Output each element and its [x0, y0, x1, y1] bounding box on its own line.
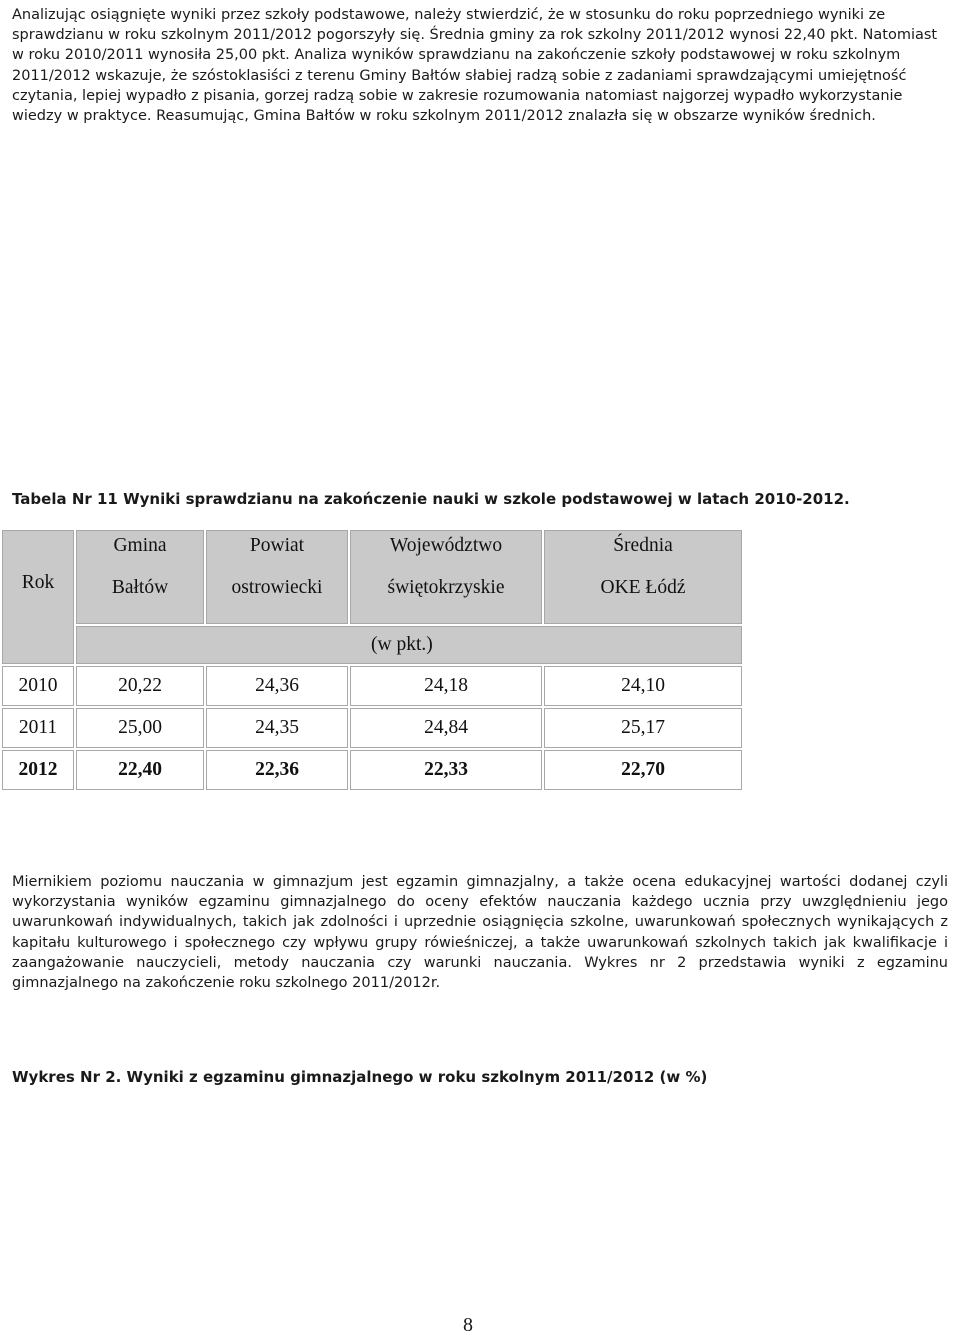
- header-rok-label: Rok: [21, 572, 55, 593]
- cell-srednia: 25,17: [544, 708, 742, 748]
- table-row: [2, 708, 742, 748]
- header-powiat: [206, 530, 348, 624]
- cell-wojewodztwo: 24,18: [350, 666, 542, 706]
- table-header-row: [2, 530, 742, 624]
- table-row: [2, 666, 742, 706]
- cell-gmina: 20,22: [76, 666, 204, 706]
- header-powiat-line2: ostrowiecki: [231, 577, 323, 598]
- header-srednia-line2: OKE Łódź: [600, 577, 686, 598]
- cell-wojewodztwo: 24,84: [350, 708, 542, 748]
- header-rok: [2, 530, 74, 664]
- cell-gmina: 22,40: [76, 750, 204, 790]
- results-table: [0, 528, 744, 792]
- cell-wojewodztwo: 22,33: [350, 750, 542, 790]
- cell-year: 2011: [2, 708, 74, 748]
- cell-powiat: 22,36: [206, 750, 348, 790]
- table-row: [2, 750, 742, 790]
- header-woj-line2: świętokrzyskie: [387, 577, 505, 598]
- header-srednia: [544, 530, 742, 624]
- header-srednia-line1: Średnia: [613, 535, 673, 556]
- second-paragraph: Miernikiem poziomu nauczania w gimnazjum jest egzamin gimnazjalny, a także ocena edukacyjnej wartości dodanej czyli wykorzystania wyników egzaminu gimnazjalnego do oceny efektów nauczania każdego ucznia przy uwzględnieniu jego uwarunkowań indywidualnych, takich jak zdolności i uprzednie osiągnięcia szkolne, uwarunkowań społecznych wynikających z kapitału kulturowego i społecznego czy wpływu grupy rówieśniczej, a także uwarunkowań szkolnych takich jak kwalifikacje i zaangażowanie nauczycieli, metody nauczania czy warunki nauczania. Wykres nr 2 przedstawia wyniki z egzaminu gimnazjalnego na zakończenie roku szkolnego 2011/2012r.: [12, 874, 948, 992]
- header-powiat-line1: Powiat: [249, 535, 305, 556]
- header-gmina-line1: Gmina: [113, 535, 167, 556]
- cell-srednia: 22,70: [544, 750, 742, 790]
- header-gmina: [76, 530, 204, 624]
- table-title: Tabela Nr 11 Wyniki sprawdzianu na zakończenie nauki w szkole podstawowej w latach 2010-2012.: [12, 490, 850, 508]
- chart-title: Wykres Nr 2. Wyniki z egzaminu gimnazjalnego w roku szkolnym 2011/2012 (w %): [12, 1068, 708, 1086]
- page-number: 8: [463, 1314, 473, 1336]
- cell-year: 2012: [2, 750, 74, 790]
- cell-srednia: 24,10: [544, 666, 742, 706]
- cell-powiat: 24,36: [206, 666, 348, 706]
- table-unit-row: [2, 626, 742, 664]
- header-woj-line1: Województwo: [389, 535, 503, 556]
- header-wojewodztwo: [350, 530, 542, 624]
- intro-paragraph: Analizując osiągnięte wyniki przez szkoły podstawowe, należy stwierdzić, że w stosunku do roku poprzedniego wyniki ze sprawdzianu w roku szkolnym 2011/2012 pogorszyły się. Średnia gminy za rok szkolny 2011/2012 wynosi 22,40 pkt. Natomiast w roku 2010/2011 wynosiła 25,00 pkt. Analiza wyników sprawdzianu na zakończenie szkoły podstawowej w roku szkolnym 2011/2012 wskazuje, że szóstoklasiści z terenu Gminy Bałtów słabiej radzą sobie z zadaniami sprawdzającymi umiejętność czytania, lepiej wypadło z pisania, gorzej radzą sobie w zakresie rozumowania natomiast najgorzej wypadło wykorzystanie wiedzy w praktyce. Reasumując, Gmina Bałtów w roku szkolnym 2011/2012 znalazła się w obszarze wyników średnich.: [12, 7, 938, 125]
- cell-gmina: 25,00: [76, 708, 204, 748]
- header-gmina-line2: Bałtów: [111, 577, 169, 598]
- cell-powiat: 24,35: [206, 708, 348, 748]
- unit-label: (w pkt.): [76, 626, 742, 664]
- cell-year: 2010: [2, 666, 74, 706]
